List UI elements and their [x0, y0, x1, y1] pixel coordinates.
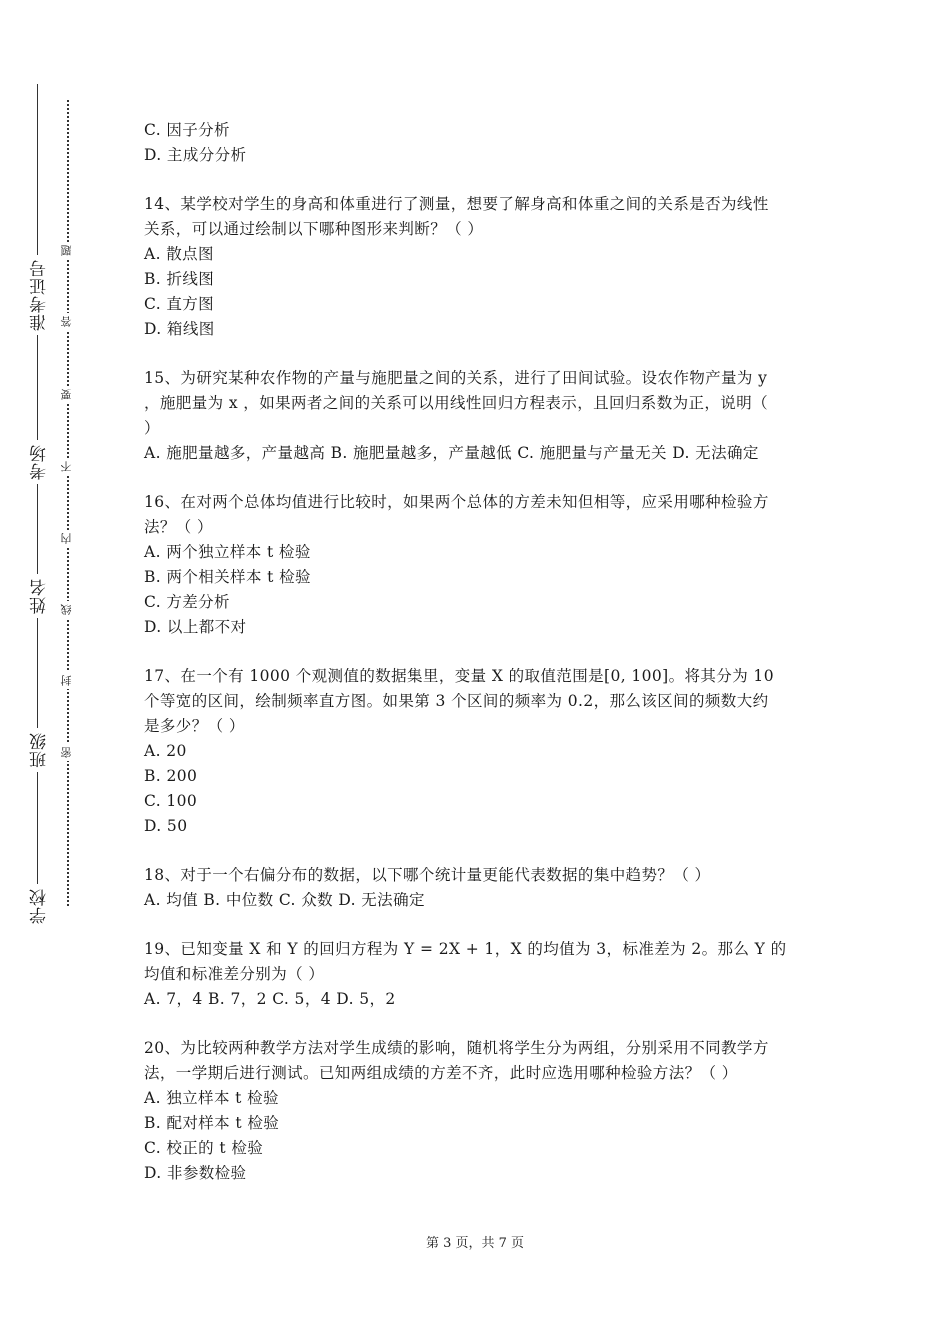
- question-stem: 18、对于一个右偏分布的数据，以下哪个统计量更能代表数据的集中趋势？（ ）: [144, 866, 711, 884]
- question-list: [144, 118, 814, 1210]
- seal-char-bu: 不: [61, 458, 72, 475]
- seal-char-da: 答: [61, 313, 72, 330]
- option: A. 7，4 B. 7，2 C. 5，4 D. 5，2: [144, 990, 396, 1008]
- question-stem: ，施肥量为 x ，如果两者之间的关系可以用线性回归方程表示，且回归系数为正，说明（: [144, 394, 768, 412]
- option: D. 非参数检验: [144, 1164, 247, 1182]
- option: A. 两个独立样本 t 检验: [144, 543, 311, 561]
- seal-char-mi: 密: [61, 744, 72, 761]
- option: B. 配对样本 t 检验: [144, 1114, 280, 1132]
- option: D. 主成分分析: [144, 146, 247, 164]
- option: D. 箱线图: [144, 320, 215, 338]
- option: A. 均值 B. 中位数 C. 众数 D. 无法确定: [144, 891, 425, 909]
- question-stem: ）: [144, 419, 160, 437]
- question-stem: 20、为比较两种教学方法对学生成绩的影响，随机将学生分为两组，分别采用不同教学方: [144, 1039, 769, 1057]
- option: A. 独立样本 t 检验: [144, 1089, 279, 1107]
- question-stem: 16、在对两个总体均值进行比较时，如果两个总体的方差未知但相等，应采用哪种检验方: [144, 493, 769, 511]
- option: A. 20: [144, 742, 187, 760]
- name-label: 姓名: [32, 574, 49, 618]
- page-number-footer: 第 3 页，共 7 页: [425, 1236, 525, 1251]
- option: B. 200: [144, 767, 198, 785]
- question-15: [144, 366, 814, 466]
- option: D. 以上都不对: [144, 618, 247, 636]
- question-stem: 15、为研究某种农作物的产量与施肥量之间的关系，进行了田间试验。设农作物产量为 y: [144, 369, 768, 387]
- question-stem: 19、已知变量 X 和 Y 的回归方程为 Y = 2X + 1，X 的均值为 3，标准差为 2。那么 Y 的: [144, 940, 787, 958]
- question-16: [144, 490, 814, 640]
- previous-question-options: [144, 118, 814, 168]
- question-stem: 法？（ ）: [144, 518, 213, 536]
- question-20: [144, 1036, 814, 1186]
- seal-char-feng: 封: [61, 672, 72, 689]
- question-17: [144, 664, 814, 839]
- class-label: 班级: [32, 728, 49, 772]
- seal-char-ti: 题: [61, 242, 72, 259]
- binding-dotted-line: [67, 100, 69, 906]
- seal-char-nei: 内: [61, 530, 72, 547]
- question-stem: 法，一学期后进行测试。已知两组成绩的方差不齐，此时应选用哪种检验方法？（ ）: [144, 1064, 738, 1082]
- question-stem: 关系，可以通过绘制以下哪种图形来判断？（ ）: [144, 220, 484, 238]
- option: D. 50: [144, 817, 188, 835]
- option: B. 折线图: [144, 270, 215, 288]
- school-label: 学校: [32, 884, 49, 928]
- question-stem: 个等宽的区间，绘制频率直方图。如果第 3 个区间的频率为 0.2，那么该区间的频数大约: [144, 692, 769, 710]
- question-14: [144, 192, 814, 342]
- option: C. 方差分析: [144, 593, 230, 611]
- question-stem: 均值和标准差分别为（ ）: [144, 965, 325, 983]
- exam-id-label: 准考证号: [32, 255, 49, 335]
- seal-char-yao: 要: [61, 386, 72, 403]
- option: C. 直方图: [144, 295, 215, 313]
- option: A. 散点图: [144, 245, 214, 263]
- option: A. 施肥量越多，产量越高 B. 施肥量越多，产量越低 C. 施肥量与产量无关 D. 无法确定: [144, 444, 759, 462]
- question-stem: 14、某学校对学生的身高和体重进行了测量，想要了解身高和体重之间的关系是否为线性: [144, 195, 769, 213]
- question-19: [144, 937, 814, 1012]
- option: B. 两个相关样本 t 检验: [144, 568, 311, 586]
- exam-room-label: 考场: [32, 440, 49, 484]
- seal-char-xian: 线: [61, 601, 72, 618]
- binding-solid-line: [37, 84, 38, 924]
- option: C. 校正的 t 检验: [144, 1139, 264, 1157]
- question-stem: 是多少？（ ）: [144, 717, 245, 735]
- question-stem: 17、在一个有 1000 个观测值的数据集里，变量 X 的取值范围是[0, 100]。将其分为 10: [144, 667, 774, 685]
- question-18: [144, 863, 814, 913]
- option: C. 因子分析: [144, 121, 230, 139]
- option: C. 100: [144, 792, 198, 810]
